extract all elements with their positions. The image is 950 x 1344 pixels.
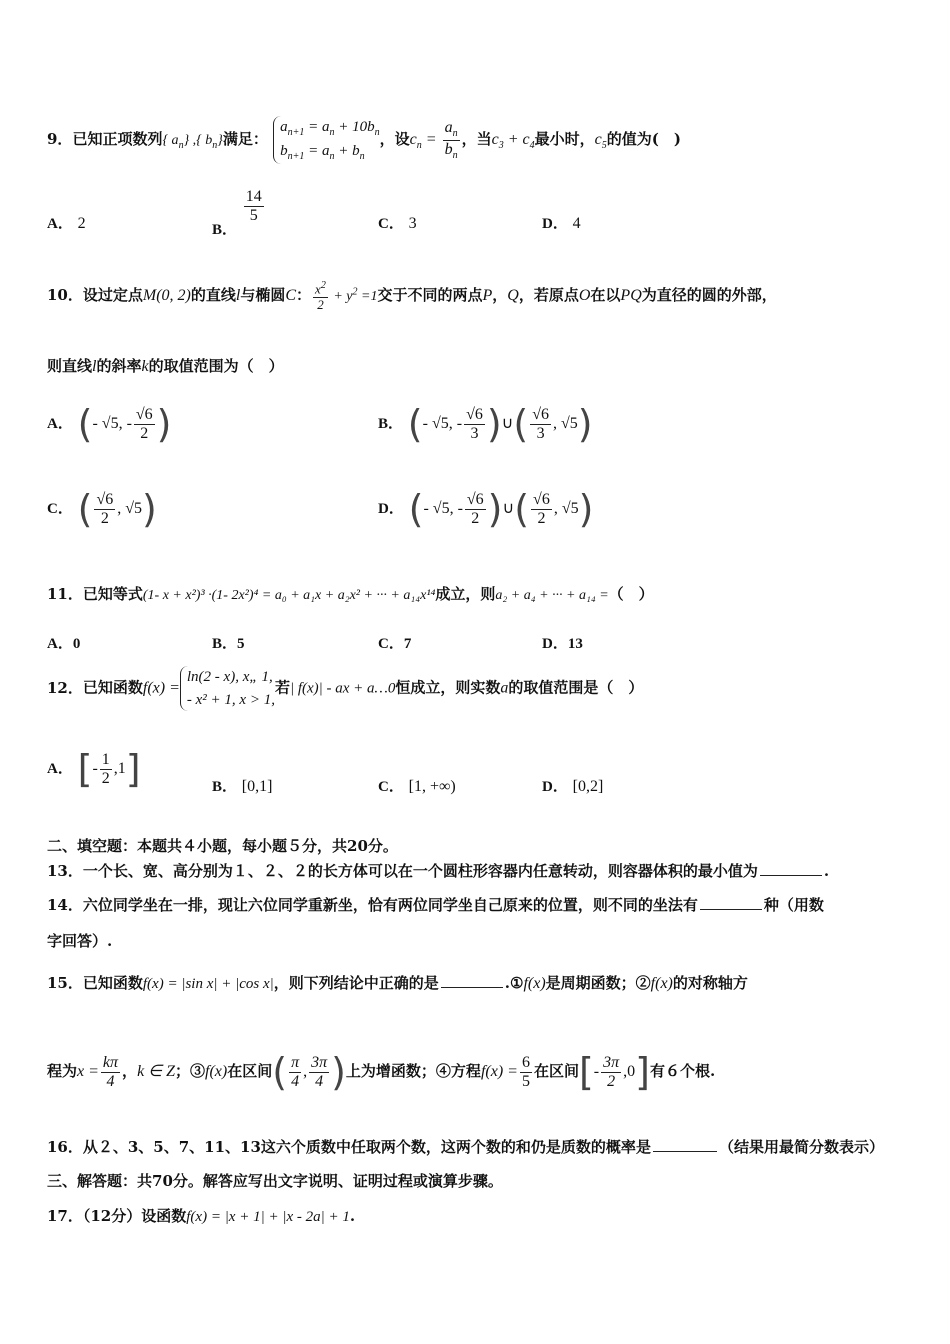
- question-14-line2: 字回答）.: [47, 932, 113, 950]
- q12-option-c[interactable]: C． [1, +∞): [378, 778, 456, 795]
- q11-option-a[interactable]: A．0: [47, 636, 81, 652]
- q9-option-b[interactable]: B． $\frac{14}{5}$: [212, 188, 262, 239]
- q10-option-c[interactable]: C． ( $\frac{√6}{2}$ , √5 ): [47, 487, 157, 531]
- q9-text1: 已知正项数列: [72, 130, 163, 148]
- q11-option-d[interactable]: D．13: [542, 636, 583, 652]
- question-11: 11．已知等式(1- x + x²)³ ·(1- 2x²)⁴ = a₀ + a₁x + a₂x² + ··· + a₁₄x¹⁴成立，则a₂ + a₄ + ··· + a₁₄ =（ ）: [47, 585, 654, 603]
- question-13: 13．一个长、宽、高分别为１、２、２的长方体可以在一个圆柱形容器内任意转动，则容器体积的最小值为 .: [47, 862, 830, 880]
- q9-option-c[interactable]: C． 3: [378, 215, 417, 232]
- question-14: 14．六位同学坐在一排，现让六位同学重新坐，恰有两位同学坐自己原来的位置，则不同的坐法有 种（用数: [47, 896, 824, 914]
- section-3-heading: 三、解答题：共70分。解答应写出文字说明、证明过程或演算步骤。: [47, 1172, 503, 1190]
- q16-answer-blank[interactable]: [653, 1137, 717, 1152]
- question-15: 15．已知函数f(x) = |sin x| + |cos x|，则下列结论中正确的是 .①f(x)是周期函数；②f(x)的对称轴方: [47, 974, 748, 992]
- q10-option-b[interactable]: B． ( - √5, - $\frac{√6}{3}$ ) ∪ ( $\frac{√6}{3}$ , √5 ): [378, 402, 593, 446]
- question-12: 12．已知函数f(x) = ln(2 - x), x„ 1, - x² + 1, x > 1, 若| f(x)| - ax + a…0恒成立，则实数a的取值范围是（ ）: [47, 666, 643, 711]
- question-9: 9．已知正项数列{ $a_n$} ,{ $b_n$}满足： $a_{n+1} = a_n + 10b_n$ $b_{n+1} = a_n + b_n$ ，设$c_n$ = $\frac{a_n}{b_n}$ ，当$c_3 + c_4$最小时，$c_5$的值为( ): [47, 116, 681, 164]
- q11-option-b[interactable]: B．5: [212, 636, 245, 652]
- q11-option-c[interactable]: C．7: [378, 636, 412, 652]
- q9-option-d[interactable]: D． 4: [542, 215, 581, 232]
- q13-answer-blank[interactable]: [760, 861, 822, 876]
- q14-answer-blank[interactable]: [700, 895, 762, 910]
- q9-number: 9．: [47, 130, 73, 148]
- question-15-line2: 程为x = $\frac{k\pi}{4}$ ，k ∈ Z；③f(x)在区间 ( $\frac{\pi}{4}$ , $\frac{3\pi}{4}$ ) 上为增函数；④方程f(x) = $\frac{6}{5}$ 在区间 [ - $\frac{3\pi}{2}$ ,0 ] 有６个根.: [47, 1050, 716, 1094]
- q11-expression: (1- x + x²)³ ·(1- 2x²)⁴ = a₀ + a₁x + a₂x² + ··· + a₁₄x¹⁴: [142, 588, 436, 603]
- question-10: 10．设过定点M(0, 2)的直线l与椭圆C： $\frac{x^2}{2}$ + $y^2 =1$交于不同的两点P，Q，若原点O在以PQ为直径的圆的外部，: [47, 280, 777, 312]
- q12-option-d[interactable]: D． [0,2]: [542, 778, 604, 795]
- q9-system: $a_{n+1} = a_n + 10b_n$ $b_{n+1} = a_n + b_n$: [273, 116, 380, 164]
- q10-option-d[interactable]: D． ( - √5, - $\frac{√6}{2}$ ) ∪ ( $\frac{√6}{2}$ , √5 ): [378, 487, 594, 531]
- q9-option-a[interactable]: A． 2: [47, 215, 86, 232]
- question-16: 16．从２、3、5、7、11、13这六个质数中任取两个数，这两个数的和仍是质数的概率是 （结果用最简分数表示）: [47, 1138, 884, 1156]
- q12-option-b[interactable]: B． [0,1]: [212, 778, 273, 795]
- section-2-heading: 二、填空题：本题共４小题，每小题５分，共20分。: [47, 837, 398, 855]
- q10-option-a[interactable]: A． ( - √5, - $\frac{√6}{2}$ ): [47, 402, 172, 446]
- q12-option-a[interactable]: A． [ - $\frac{1}{2}$ ,1 ]: [47, 747, 141, 791]
- question-17: 17．（12分）设函数f(x) = |x + 1| + |x - 2a| + 1.: [47, 1207, 356, 1225]
- question-10-line2: 则直线l的斜率k的取值范围为（ ）: [47, 357, 284, 375]
- q15-answer-blank[interactable]: [441, 973, 503, 988]
